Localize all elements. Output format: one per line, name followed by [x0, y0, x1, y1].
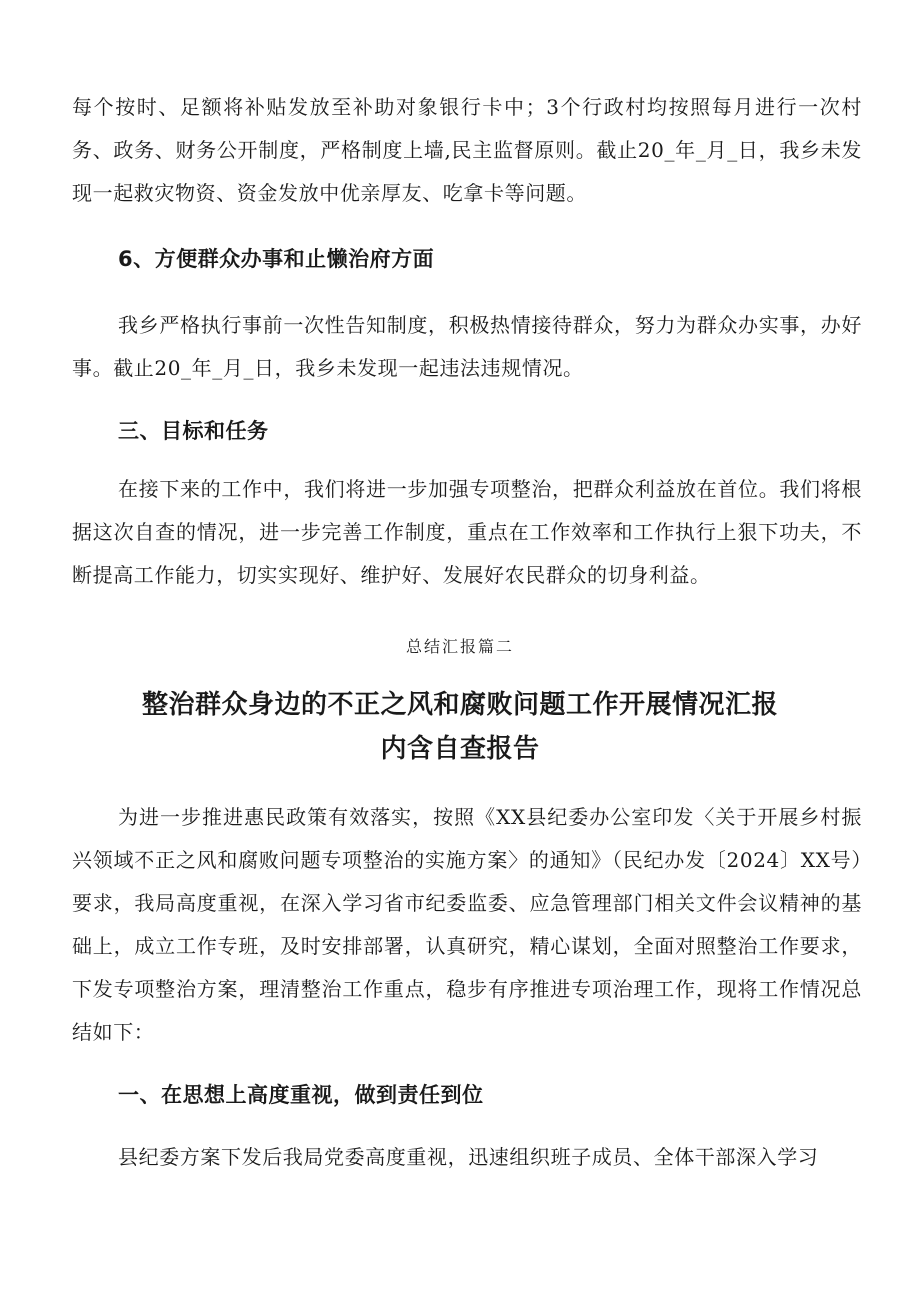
document-title-line-2: 内含自查报告 [380, 734, 540, 764]
section-label: 总结汇报篇二 [405, 637, 514, 656]
document-title-line-1: 整治群众身边的不正之风和腐败问题工作开展情况汇报 [141, 690, 778, 720]
top-paragraph: 每个按时、足额将补贴发放至补助对象银行卡中；3个行政村均按照每月进行一次村务、政务、财务公开制度，严格制度上墙,民主监督原则。截止20_年_月_日，我乡未发现一起救灾物资、资金发放中优亲厚友、吃拿卡等问题。 [72, 95, 862, 205]
paragraph-item-6: 我乡严格执行事前一次性告知制度，积极热情接待群众，努力为群众办实事，办好事。截止20_年_月_日，我乡未发现一起违法违规情况。 [72, 313, 862, 380]
heading-section-1: 一、在思想上高度重视，做到责任到位 [118, 1083, 484, 1107]
heading-section-3: 三、目标和任务 [118, 419, 269, 443]
paragraph-section-3: 在接下来的工作中，我们将进一步加强专项整治，把群众利益放在首位。我们将根据这次自查的情况，进一步完善工作制度，重点在工作效率和工作执行上狠下功夫，不断提高工作能力，切实实现好、维护好、发展好农民群众的切身利益。 [72, 477, 862, 587]
heading-item-6: 6、方便群众办事和止懒治府方面 [118, 247, 435, 271]
intro-paragraph: 为进一步推进惠民政策有效落实，按照《XX县纪委办公室印发〈关于开展乡村振兴领域不正之风和腐败问题专项整治的实施方案〉的通知》（民纪办发〔2024〕XX号）要求，我局高度重视，在深入学习省市纪委监委、应急管理部门相关文件会议精神的基础上，成立工作专班，及时安排部署，认真研究，精心谋划，全面对照整治工作要求，下发专项整治方案，理清整治工作重点，稳步有序推进专项治理工作，现将工作情况总结如下： [72, 805, 862, 1044]
paragraph-section-1: 县纪委方案下发后我局党委高度重视，迅速组织班子成员、全体干部深入学习 [118, 1145, 819, 1169]
